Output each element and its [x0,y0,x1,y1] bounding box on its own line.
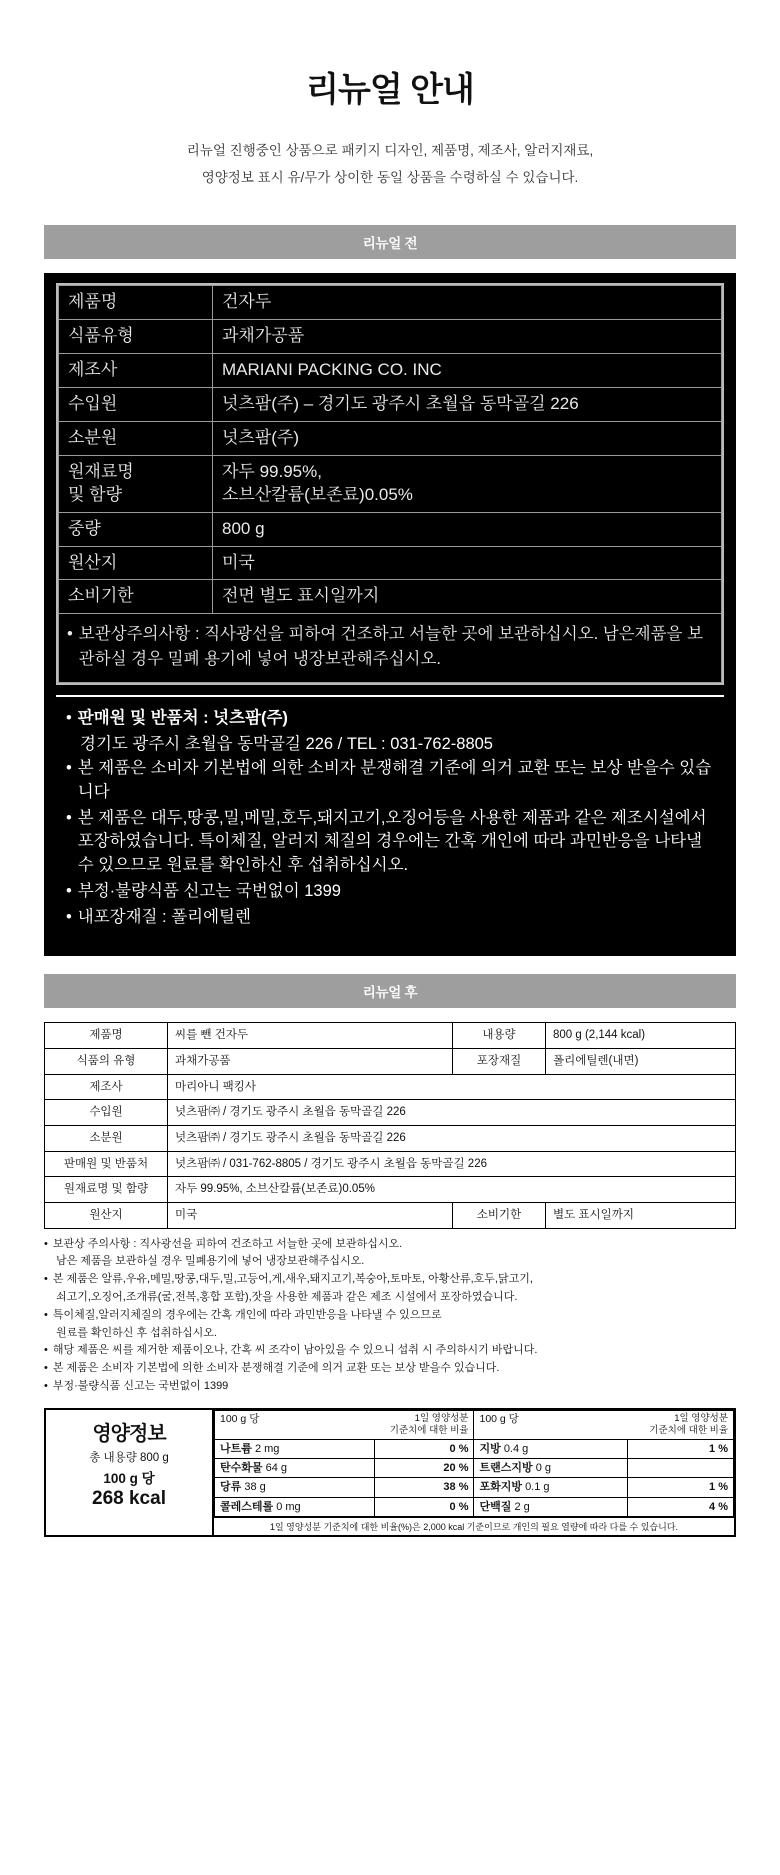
table-row [59,387,722,421]
before-storage-note-text: 보관상주의사항 : 직사광선을 피하여 건조하고 서늘한 곳에 보관하십시오. 남은제품을 보관하실 경우 밀폐 용기에 넣어 냉장보관해주십시오. [78,625,704,669]
before-seller-item-3: 내포장재질 : 폴리에틸렌 [77,908,251,927]
after-val-2: 마리아니 팩킹사 [168,1074,736,1100]
nutrient-left-3: 콜레스테롤 0 mg [215,1497,375,1516]
before-key-2: 제조사 [59,353,213,387]
after-key-0b: 내용량 [453,1023,546,1049]
nutrition-basis: 100 g 당 [103,1470,155,1486]
list-item [44,1360,736,1378]
nutrition-facts-panel [44,1408,736,1537]
bullet-icon: • [67,625,73,644]
after-key-7: 원산지 [45,1202,168,1228]
after-note-0: 보관상 주의사항 : 직사광선을 피하여 건조하고 서늘한 곳에 보관하십시오. [52,1237,403,1250]
before-key-6: 중량 [59,512,213,546]
table-row [45,1202,736,1228]
nutrient-right-1-pct [627,1458,733,1477]
nutrition-head-right [474,1410,734,1439]
table-row [59,512,722,546]
before-key-7: 원산지 [59,546,213,580]
nutrient-left-2: 당류 38 g [215,1478,375,1497]
after-key-7b: 소비기한 [453,1202,546,1228]
nutrition-footnote: 1일 영양성분 기준치에 대한 비율(%)은 2,000 kcal 기준이므로 개인의 필요 열량에 따라 다를 수 있습니다. [214,1517,734,1535]
nutrient-right-1: 트랜스지방 0 g [474,1458,627,1477]
after-note-4: 본 제품은 소비자 기본법에 의한 소비자 분쟁해결 기준에 의거 교환 또는 보상 받을수 있습니다. [52,1362,500,1375]
nutrient-left-0: 나트륨 2 mg [215,1439,375,1458]
nutrition-head-right-pct-1: 1일 영양성분 [674,1412,728,1424]
after-label-image [44,1022,736,1396]
bullet-icon: • [66,708,72,727]
nutrient-right-0: 지방 0.4 g [474,1439,627,1458]
nutrition-table [214,1410,734,1517]
before-val-2: MARIANI PACKING CO. INC [213,353,722,387]
after-note-3: 해당 제품은 씨를 제거한 제품이오나, 간혹 씨 조각이 남아있을 수 있으니 섭취 시 주의하시기 바랍니다. [52,1344,538,1357]
after-key-1: 식품의 유형 [45,1048,168,1074]
bullet-icon: • [44,1380,48,1393]
after-note-0-sub: 남은 제품을 보관하실 경우 밀폐용기에 넣어 냉장보관해주십시오. [56,1255,365,1268]
table-row [59,319,722,353]
after-note-5: 부정·불량식품 신고는 국번없이 1399 [52,1380,229,1393]
nutrient-left-1: 탄수화물 64 g [215,1458,375,1477]
table-row [215,1458,734,1477]
before-key-1: 식품유형 [59,319,213,353]
after-note-1-sub: 쇠고기,오징어,조개류(굴,전복,홍합 포함),잣을 사용한 제품과 같은 제조 시설에서 포장하였습니다. [56,1290,518,1303]
list-item [44,1307,736,1325]
after-note-2: 특이체질,알러지체질의 경우에는 간혹 개인에 따라 과민반응을 나타낼 수 있으므로 [52,1308,442,1321]
table-row [45,1100,736,1126]
before-label-frame [56,283,724,685]
bullet-icon: • [66,808,72,827]
nutrition-tables [214,1410,734,1535]
table-row [45,1125,736,1151]
after-key-5: 판매원 및 반품처 [45,1151,168,1177]
nutrition-kcal: 268 kcal [92,1487,166,1509]
table-row [45,1023,736,1049]
before-label-image [44,273,736,956]
before-val-7: 미국 [213,546,722,580]
after-key-1b: 포장재질 [453,1048,546,1074]
nutrient-right-3: 단백질 2 g [474,1497,627,1516]
after-spec-table [44,1022,736,1228]
after-val-5: 넛츠팜㈜ / 031-762-8805 / 경기도 광주시 초월읍 동막골길 226 [168,1151,736,1177]
nutrient-right-2: 포화지방 0.1 g [474,1478,627,1497]
table-row [59,421,722,455]
after-key-4: 소분원 [45,1125,168,1151]
table-row [59,580,722,614]
page-title: 리뉴얼 안내 [306,71,474,109]
table-row [215,1439,734,1458]
bullet-icon: • [44,1237,48,1250]
after-val-3: 넛츠팜㈜ / 경기도 광주시 초월읍 동막골길 226 [168,1100,736,1126]
after-val-1b: 폴리에틸렌(내면) [546,1048,736,1074]
after-val-7b: 별도 표시일까지 [546,1202,736,1228]
intro-line-1: 리뉴얼 진행중인 상품으로 패키지 디자인, 제품명, 제조사, 알러지재료, [186,143,594,158]
after-val-4: 넛츠팜㈜ / 경기도 광주시 초월읍 동막골길 226 [168,1125,736,1151]
table-row [59,546,722,580]
before-key-0: 제품명 [59,286,213,320]
before-divider [56,685,724,695]
bullet-icon: • [66,758,72,777]
after-key-0: 제품명 [45,1023,168,1049]
after-key-3: 수입원 [45,1100,168,1126]
before-val-1: 과채가공품 [213,319,722,353]
before-seller-item-1: 본 제품은 대두,땅콩,밀,메밀,호두,돼지고기,오징어등을 사용한 제품과 같은 제조시설에서 포장하였습니다. 특이체질, 알러지 체질의 경우에는 간혹 개인에 따라 과민반응을 나타낼 수 있으므로 원료를 확인하신 후 섭취하십시오. [77,808,707,875]
renewal-notice-page [0,62,780,1537]
after-val-1: 과채가공품 [168,1048,453,1074]
nutrition-head-left-amount: 100 g 당 [220,1412,260,1425]
bullet-icon: • [66,908,72,927]
after-val-0: 씨를 뺀 건자두 [168,1023,453,1049]
after-key-6: 원재료명 및 함량 [45,1177,168,1203]
nutrient-left-3-pct: 0 % [375,1497,474,1516]
before-seller-address: 경기도 광주시 초월읍 동막골길 226 / TEL : 031-762-8805 [80,734,493,753]
before-val-3: 넛츠팜(주) – 경기도 광주시 초월읍 동막골길 226 [213,387,722,421]
before-key-5: 원재료명 및 함량 [59,455,213,512]
after-key-2: 제조사 [45,1074,168,1100]
after-val-0b: 800 g (2,144 kcal) [546,1023,736,1049]
before-seller-item-2: 부정·불량식품 신고는 국번없이 1399 [77,882,341,901]
nutrition-head-left [215,1410,474,1439]
list-item [44,1271,736,1289]
table-row [59,353,722,387]
after-notes [44,1236,736,1396]
before-key-4: 소분원 [59,421,213,455]
before-val-4: 넛츠팜(주) [213,421,722,455]
nutrition-head-left-pct-2: 기준치에 대한 비율 [389,1424,469,1436]
nutrition-summary [46,1410,214,1535]
table-row [59,286,722,320]
nutrition-head-right-amount: 100 g 당 [479,1412,519,1425]
before-seller-item-0: 본 제품은 소비자 기본법에 의한 소비자 분쟁해결 기준에 의거 교환 또는 보상 받을수 있습니다 [77,758,712,801]
before-val-0: 건자두 [213,286,722,320]
intro-line-2: 영양정보 표시 유/무가 상이한 동일 상품을 수령하실 수 있습니다. [201,170,579,185]
before-key-3: 수입원 [59,387,213,421]
nutrient-right-0-pct: 1 % [627,1439,733,1458]
section-bar-after: 리뉴얼 후 [44,974,736,1008]
after-val-7: 미국 [168,1202,453,1228]
table-row [215,1497,734,1516]
nutrient-left-0-pct: 0 % [375,1439,474,1458]
nutrition-total-amount: 총 내용량 800 g [89,1451,169,1464]
bullet-icon: • [44,1362,48,1375]
bullet-icon: • [44,1273,48,1286]
table-row [45,1074,736,1100]
nutrition-head-left-pct-1: 1일 영양성분 [414,1412,469,1424]
section-bar-before: 리뉴얼 전 [44,225,736,259]
before-val-6: 800 g [213,512,722,546]
after-note-1: 본 제품은 알류,우유,메밀,땅콩,대두,밀,고등어,게,새우,돼지고기,복숭아,토마토, 아황산류,호두,닭고기, [52,1273,533,1286]
table-row [59,455,722,512]
nutrient-left-1-pct: 20 % [375,1458,474,1477]
nutrient-left-2-pct: 38 % [375,1478,474,1497]
table-row [45,1151,736,1177]
before-spec-table [58,285,722,614]
before-storage-note [58,614,722,683]
nutrient-right-2-pct: 1 % [627,1478,733,1497]
nutrition-head-right-pct-2: 기준치에 대한 비율 [649,1424,728,1436]
before-val-8: 전면 별도 표시일까지 [213,580,722,614]
intro-text [90,137,690,191]
table-row [45,1177,736,1203]
after-note-2-sub: 원료를 확인하신 후 섭취하십시오. [56,1326,217,1339]
before-seller-block [56,695,724,944]
after-val-6: 자두 99.95%, 소브산칼륨(보존료)0.05% [168,1177,736,1203]
before-seller-title: 판매원 및 반품처 : 넛츠팜(주) [77,708,288,727]
bullet-icon: • [44,1344,48,1357]
bullet-icon: • [44,1308,48,1321]
nutrient-right-3-pct: 4 % [627,1497,733,1516]
before-key-8: 소비기한 [59,580,213,614]
table-row [45,1048,736,1074]
table-row [215,1410,734,1439]
list-item [44,1378,736,1396]
table-row [215,1478,734,1497]
nutrition-label-title: 영양정보 [92,1422,166,1445]
list-item [44,1342,736,1360]
bullet-icon: • [66,882,72,901]
before-val-5: 자두 99.95%, 소브산칼륨(보존료)0.05% [213,455,722,512]
list-item [44,1236,736,1254]
